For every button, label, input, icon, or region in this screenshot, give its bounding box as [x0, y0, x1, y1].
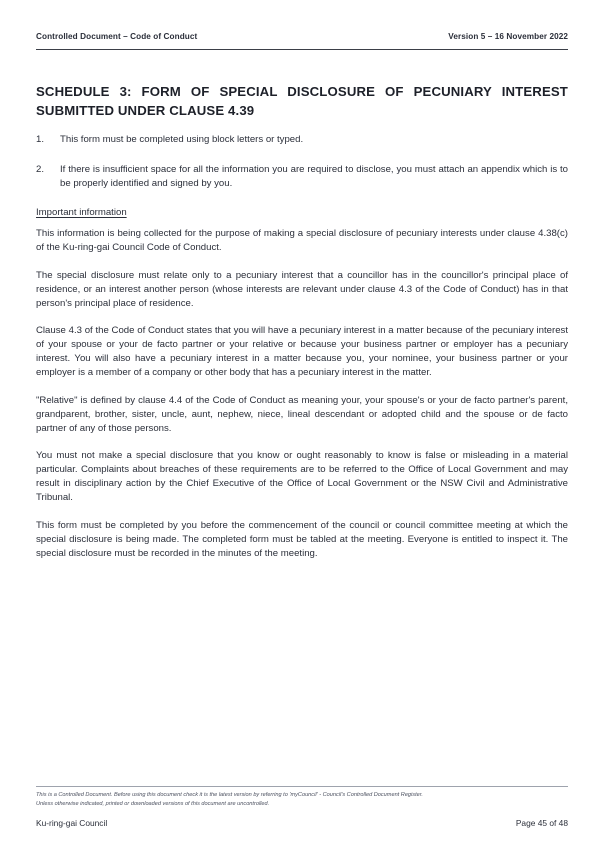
footer-organisation: Ku-ring-gai Council — [36, 818, 108, 828]
list-item — [36, 133, 568, 147]
numbered-instructions-list — [36, 133, 568, 191]
footer-disclaimer — [36, 791, 568, 808]
list-item-number: 1. — [36, 134, 45, 145]
list-item-text: If there is insufficient space for all the information you are required to disclose, you must attach an appendix which is to be properly identified and signed by you. — [60, 164, 568, 190]
paragraph-form-completion-timing: This form must be completed by you before the commencement of the council or council committee meeting at which the special disclosure is being made. The completed form must be tabled at the meeting. Everyone is entitled to inspect it. The special disclosure must be recorded in the minutes of the meeting. — [36, 519, 568, 559]
paragraph-special-disclosure-scope: The special disclosure must relate only to a pecuniary interest that a councillor has in the councillor's principal place of residence, or an interest another person (whose interests are relevant under clause 4.3 of the Code of Conduct) has in that person's principal place of residence. — [36, 269, 568, 309]
footer-page-number: Page 45 of 48 — [515, 818, 568, 828]
page-header — [36, 32, 568, 41]
list-item-number: 2. — [36, 164, 45, 176]
footer-disclaimer-line-1: This is a Controlled Document. Before using this document check it is the latest version by referring to 'myCouncil' - Council's Controlled Document Register. — [36, 792, 423, 798]
paragraph-clause-4-3: Clause 4.3 of the Code of Conduct states that you will have a pecuniary interest in a matter because of the pecuniary interest of your spouse or your de facto partner or your relative or because your business partner or employer has a pecuniary interest. You will also have a pecuniary interest in a matter because you, your nominee, your business partner or your employer is a member of a company or other body that has a pecuniary interest in the matter. — [36, 324, 568, 379]
page-title: SCHEDULE 3: FORM OF SPECIAL DISCLOSURE OF PECUNIARY INTEREST SUBMITTED UNDER CLAUSE 4.39 — [36, 83, 568, 118]
list-item — [36, 163, 568, 191]
section-heading-important-information: Important information — [36, 207, 127, 219]
document-body — [36, 133, 568, 574]
page-footer — [36, 818, 568, 828]
paragraph-purpose: This information is being collected for the purpose of making a special disclosure of pecuniary interests under clause 4.38(c) of the Ku-ring-gai Council Code of Conduct. — [36, 228, 568, 254]
list-item-text: This form must be completed using block letters or typed. — [60, 134, 304, 145]
header-version: Version 5 – 16 November 2022 — [448, 32, 568, 41]
paragraph-relative-definition: "Relative" is defined by clause 4.4 of the Code of Conduct as meaning your, your spouse's or your de facto partner's parent, grandparent, brother, sister, uncle, aunt, nephew, niece, lineal descendant or adopted child and the spouse or de facto partner of any of those persons. — [36, 394, 568, 434]
header-document-title: Controlled Document – Code of Conduct — [36, 32, 198, 41]
footer-disclaimer-line-2: Unless otherwise indicated, printed or downloaded versions of this document are uncontrolled. — [36, 800, 270, 807]
footer-divider — [36, 786, 568, 787]
header-divider — [36, 49, 568, 50]
paragraph-false-misleading-warning: You must not make a special disclosure that you know or ought reasonably to know is false or misleading in a material particular. Complaints about breaches of these requirements are to be referred to the Office of Local Government and may result in disciplinary action by the Chief Executive of the Office of Local Government or the NSW Civil and Administrative Tribunal. — [36, 449, 568, 504]
